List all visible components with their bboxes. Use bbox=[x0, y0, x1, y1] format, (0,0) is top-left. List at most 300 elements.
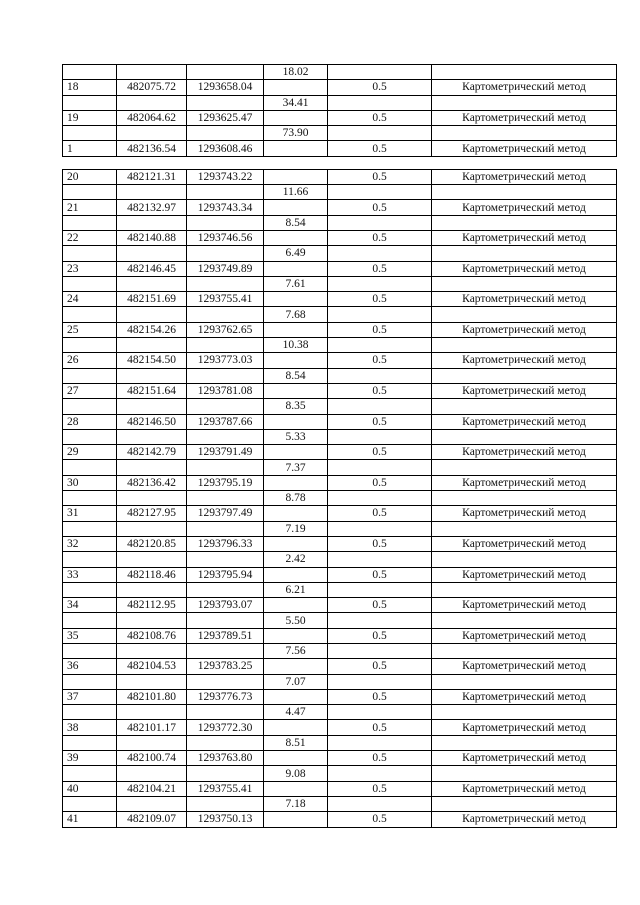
segment-length-row bbox=[63, 276, 617, 291]
empty-cell bbox=[432, 246, 617, 261]
segment-length-row bbox=[63, 735, 617, 750]
accuracy-cell: 0.5 bbox=[328, 322, 432, 337]
segment-length-row bbox=[63, 582, 617, 597]
empty-cell bbox=[117, 65, 187, 80]
point-number-cell: 28 bbox=[63, 414, 117, 429]
length-cell-empty bbox=[264, 80, 328, 95]
x-coordinate-cell: 482151.64 bbox=[117, 383, 187, 398]
empty-cell bbox=[432, 613, 617, 628]
segment-length-cell: 34.41 bbox=[264, 95, 328, 110]
length-cell-empty bbox=[264, 261, 328, 276]
x-coordinate-cell: 482121.31 bbox=[117, 169, 187, 184]
empty-cell bbox=[187, 126, 264, 141]
empty-cell bbox=[187, 460, 264, 475]
empty-cell bbox=[187, 185, 264, 200]
accuracy-cell: 0.5 bbox=[328, 445, 432, 460]
point-row bbox=[63, 751, 617, 766]
accuracy-cell: 0.5 bbox=[328, 200, 432, 215]
point-number-cell: 32 bbox=[63, 536, 117, 551]
length-cell-empty bbox=[264, 353, 328, 368]
empty-cell bbox=[63, 705, 117, 720]
empty-cell bbox=[328, 215, 432, 230]
segment-length-cell: 7.19 bbox=[264, 521, 328, 536]
empty-cell bbox=[328, 796, 432, 811]
x-coordinate-cell: 482151.69 bbox=[117, 292, 187, 307]
method-cell: Картометрический метод bbox=[432, 598, 617, 613]
length-cell-empty bbox=[264, 230, 328, 245]
empty-cell bbox=[63, 491, 117, 506]
empty-cell bbox=[117, 338, 187, 353]
empty-cell bbox=[328, 246, 432, 261]
empty-cell bbox=[328, 307, 432, 322]
method-cell: Картометрический метод bbox=[432, 230, 617, 245]
segment-length-cell: 11.66 bbox=[264, 185, 328, 200]
empty-cell bbox=[328, 674, 432, 689]
empty-cell bbox=[328, 65, 432, 80]
y-coordinate-cell: 1293789.51 bbox=[187, 628, 264, 643]
empty-cell bbox=[117, 643, 187, 658]
empty-cell bbox=[328, 643, 432, 658]
empty-cell bbox=[63, 766, 117, 781]
y-coordinate-cell: 1293625.47 bbox=[187, 110, 264, 125]
x-coordinate-cell: 482136.42 bbox=[117, 475, 187, 490]
method-cell: Картометрический метод bbox=[432, 200, 617, 215]
method-cell: Картометрический метод bbox=[432, 781, 617, 796]
length-cell-empty bbox=[264, 383, 328, 398]
y-coordinate-cell: 1293796.33 bbox=[187, 536, 264, 551]
y-coordinate-cell: 1293763.80 bbox=[187, 751, 264, 766]
segment-length-cell: 18.02 bbox=[264, 65, 328, 80]
point-number-cell: 21 bbox=[63, 200, 117, 215]
empty-cell bbox=[187, 368, 264, 383]
accuracy-cell: 0.5 bbox=[328, 598, 432, 613]
y-coordinate-cell: 1293749.89 bbox=[187, 261, 264, 276]
x-coordinate-cell: 482104.53 bbox=[117, 659, 187, 674]
empty-cell bbox=[117, 674, 187, 689]
empty-cell bbox=[63, 185, 117, 200]
accuracy-cell: 0.5 bbox=[328, 567, 432, 582]
point-number-cell: 25 bbox=[63, 322, 117, 337]
segment-length-cell: 7.18 bbox=[264, 796, 328, 811]
y-coordinate-cell: 1293781.08 bbox=[187, 383, 264, 398]
length-cell-empty bbox=[264, 445, 328, 460]
point-row bbox=[63, 475, 617, 490]
empty-cell bbox=[187, 65, 264, 80]
empty-cell bbox=[117, 276, 187, 291]
point-number-cell: 41 bbox=[63, 812, 117, 827]
point-row bbox=[63, 353, 617, 368]
accuracy-cell: 0.5 bbox=[328, 353, 432, 368]
length-cell-empty bbox=[264, 781, 328, 796]
empty-cell bbox=[328, 491, 432, 506]
empty-cell bbox=[432, 307, 617, 322]
empty-cell bbox=[187, 307, 264, 322]
empty-cell bbox=[63, 552, 117, 567]
length-cell-empty bbox=[264, 322, 328, 337]
point-row bbox=[63, 292, 617, 307]
segment-length-row bbox=[63, 246, 617, 261]
length-cell-empty bbox=[264, 812, 328, 827]
length-cell-empty bbox=[264, 628, 328, 643]
gap-cell bbox=[264, 156, 328, 169]
empty-cell bbox=[432, 368, 617, 383]
segment-length-row bbox=[63, 705, 617, 720]
empty-cell bbox=[117, 185, 187, 200]
point-row bbox=[63, 628, 617, 643]
point-number-cell: 38 bbox=[63, 720, 117, 735]
empty-cell bbox=[432, 429, 617, 444]
y-coordinate-cell: 1293608.46 bbox=[187, 141, 264, 156]
empty-cell bbox=[432, 460, 617, 475]
empty-cell bbox=[432, 276, 617, 291]
accuracy-cell: 0.5 bbox=[328, 230, 432, 245]
point-row bbox=[63, 598, 617, 613]
y-coordinate-cell: 1293793.07 bbox=[187, 598, 264, 613]
segment-length-cell: 8.35 bbox=[264, 399, 328, 414]
segment-length-cell: 10.38 bbox=[264, 338, 328, 353]
segment-length-row bbox=[63, 521, 617, 536]
x-coordinate-cell: 482108.76 bbox=[117, 628, 187, 643]
length-cell-empty bbox=[264, 659, 328, 674]
empty-cell bbox=[328, 276, 432, 291]
y-coordinate-cell: 1293762.65 bbox=[187, 322, 264, 337]
segment-length-row bbox=[63, 399, 617, 414]
empty-cell bbox=[432, 65, 617, 80]
accuracy-cell: 0.5 bbox=[328, 261, 432, 276]
segment-length-cell: 7.68 bbox=[264, 307, 328, 322]
empty-cell bbox=[432, 674, 617, 689]
point-row bbox=[63, 567, 617, 582]
segment-length-row bbox=[63, 674, 617, 689]
gap-cell bbox=[63, 156, 117, 169]
point-row bbox=[63, 383, 617, 398]
point-row bbox=[63, 169, 617, 184]
segment-length-cell: 5.50 bbox=[264, 613, 328, 628]
segment-length-row bbox=[63, 491, 617, 506]
length-cell-empty bbox=[264, 689, 328, 704]
accuracy-cell: 0.5 bbox=[328, 475, 432, 490]
accuracy-cell: 0.5 bbox=[328, 383, 432, 398]
empty-cell bbox=[187, 95, 264, 110]
y-coordinate-cell: 1293772.30 bbox=[187, 720, 264, 735]
y-coordinate-cell: 1293787.66 bbox=[187, 414, 264, 429]
segment-length-row bbox=[63, 766, 617, 781]
method-cell: Картометрический метод bbox=[432, 689, 617, 704]
length-cell-empty bbox=[264, 110, 328, 125]
x-coordinate-cell: 482146.50 bbox=[117, 414, 187, 429]
method-cell: Картометрический метод bbox=[432, 322, 617, 337]
empty-cell bbox=[432, 215, 617, 230]
method-cell: Картометрический метод bbox=[432, 261, 617, 276]
empty-cell bbox=[117, 307, 187, 322]
segment-length-row bbox=[63, 429, 617, 444]
empty-cell bbox=[117, 491, 187, 506]
empty-cell bbox=[63, 796, 117, 811]
accuracy-cell: 0.5 bbox=[328, 141, 432, 156]
point-row bbox=[63, 445, 617, 460]
method-cell: Картометрический метод bbox=[432, 536, 617, 551]
segment-length-row bbox=[63, 307, 617, 322]
point-row bbox=[63, 200, 617, 215]
segment-length-cell: 5.33 bbox=[264, 429, 328, 444]
empty-cell bbox=[187, 705, 264, 720]
point-number-cell: 19 bbox=[63, 110, 117, 125]
length-cell-empty bbox=[264, 536, 328, 551]
empty-cell bbox=[117, 521, 187, 536]
method-cell: Картометрический метод bbox=[432, 110, 617, 125]
segment-length-row bbox=[63, 215, 617, 230]
y-coordinate-cell: 1293776.73 bbox=[187, 689, 264, 704]
point-number-cell: 24 bbox=[63, 292, 117, 307]
empty-cell bbox=[187, 735, 264, 750]
empty-cell bbox=[63, 674, 117, 689]
empty-cell bbox=[117, 552, 187, 567]
accuracy-cell: 0.5 bbox=[328, 812, 432, 827]
point-row bbox=[63, 261, 617, 276]
point-row bbox=[63, 322, 617, 337]
empty-cell bbox=[117, 368, 187, 383]
empty-cell bbox=[328, 705, 432, 720]
empty-cell bbox=[187, 276, 264, 291]
x-coordinate-cell: 482146.45 bbox=[117, 261, 187, 276]
accuracy-cell: 0.5 bbox=[328, 628, 432, 643]
segment-length-cell: 8.51 bbox=[264, 735, 328, 750]
accuracy-cell: 0.5 bbox=[328, 536, 432, 551]
empty-cell bbox=[117, 126, 187, 141]
coordinates-table-body bbox=[63, 65, 617, 828]
point-number-cell: 20 bbox=[63, 169, 117, 184]
y-coordinate-cell: 1293797.49 bbox=[187, 506, 264, 521]
method-cell: Картометрический метод bbox=[432, 292, 617, 307]
empty-cell bbox=[328, 368, 432, 383]
empty-cell bbox=[432, 95, 617, 110]
empty-cell bbox=[187, 338, 264, 353]
segment-length-row bbox=[63, 126, 617, 141]
accuracy-cell: 0.5 bbox=[328, 110, 432, 125]
empty-cell bbox=[328, 552, 432, 567]
x-coordinate-cell: 482104.21 bbox=[117, 781, 187, 796]
empty-cell bbox=[328, 521, 432, 536]
method-cell: Картометрический метод bbox=[432, 659, 617, 674]
y-coordinate-cell: 1293783.25 bbox=[187, 659, 264, 674]
segment-length-cell: 8.78 bbox=[264, 491, 328, 506]
empty-cell bbox=[328, 735, 432, 750]
empty-cell bbox=[117, 399, 187, 414]
length-cell-empty bbox=[264, 141, 328, 156]
empty-cell bbox=[187, 674, 264, 689]
accuracy-cell: 0.5 bbox=[328, 659, 432, 674]
empty-cell bbox=[63, 126, 117, 141]
empty-cell bbox=[63, 368, 117, 383]
empty-cell bbox=[187, 643, 264, 658]
point-row bbox=[63, 110, 617, 125]
x-coordinate-cell: 482140.88 bbox=[117, 230, 187, 245]
segment-length-row bbox=[63, 185, 617, 200]
point-row bbox=[63, 506, 617, 521]
empty-cell bbox=[328, 766, 432, 781]
empty-cell bbox=[117, 735, 187, 750]
empty-cell bbox=[432, 705, 617, 720]
length-cell-empty bbox=[264, 200, 328, 215]
length-cell-empty bbox=[264, 292, 328, 307]
point-number-cell: 33 bbox=[63, 567, 117, 582]
point-number-cell: 35 bbox=[63, 628, 117, 643]
empty-cell bbox=[63, 582, 117, 597]
segment-length-row bbox=[63, 95, 617, 110]
accuracy-cell: 0.5 bbox=[328, 169, 432, 184]
x-coordinate-cell: 482154.26 bbox=[117, 322, 187, 337]
length-cell-empty bbox=[264, 598, 328, 613]
gap-cell bbox=[117, 156, 187, 169]
gap-cell bbox=[432, 156, 617, 169]
length-cell-empty bbox=[264, 506, 328, 521]
x-coordinate-cell: 482118.46 bbox=[117, 567, 187, 582]
empty-cell bbox=[63, 429, 117, 444]
empty-cell bbox=[187, 215, 264, 230]
method-cell: Картометрический метод bbox=[432, 141, 617, 156]
method-cell: Картометрический метод bbox=[432, 751, 617, 766]
method-cell: Картометрический метод bbox=[432, 414, 617, 429]
empty-cell bbox=[117, 95, 187, 110]
empty-cell bbox=[63, 276, 117, 291]
accuracy-cell: 0.5 bbox=[328, 751, 432, 766]
length-cell-empty bbox=[264, 720, 328, 735]
empty-cell bbox=[432, 521, 617, 536]
segment-length-row bbox=[63, 552, 617, 567]
point-number-cell: 18 bbox=[63, 80, 117, 95]
point-number-cell: 31 bbox=[63, 506, 117, 521]
y-coordinate-cell: 1293750.13 bbox=[187, 812, 264, 827]
length-cell-empty bbox=[264, 169, 328, 184]
empty-cell bbox=[432, 766, 617, 781]
segment-length-cell: 73.90 bbox=[264, 126, 328, 141]
empty-cell bbox=[432, 796, 617, 811]
method-cell: Картометрический метод bbox=[432, 383, 617, 398]
empty-cell bbox=[63, 307, 117, 322]
empty-cell bbox=[63, 65, 117, 80]
empty-cell bbox=[117, 246, 187, 261]
point-number-cell: 23 bbox=[63, 261, 117, 276]
point-number-cell: 22 bbox=[63, 230, 117, 245]
empty-cell bbox=[328, 338, 432, 353]
y-coordinate-cell: 1293795.94 bbox=[187, 567, 264, 582]
empty-cell bbox=[63, 460, 117, 475]
method-cell: Картометрический метод bbox=[432, 475, 617, 490]
empty-cell bbox=[328, 95, 432, 110]
contour-gap-row bbox=[63, 156, 617, 169]
empty-cell bbox=[117, 582, 187, 597]
accuracy-cell: 0.5 bbox=[328, 506, 432, 521]
segment-length-cell: 9.08 bbox=[264, 766, 328, 781]
empty-cell bbox=[63, 215, 117, 230]
y-coordinate-cell: 1293795.19 bbox=[187, 475, 264, 490]
y-coordinate-cell: 1293791.49 bbox=[187, 445, 264, 460]
length-cell-empty bbox=[264, 567, 328, 582]
x-coordinate-cell: 482101.80 bbox=[117, 689, 187, 704]
x-coordinate-cell: 482120.85 bbox=[117, 536, 187, 551]
point-number-cell: 37 bbox=[63, 689, 117, 704]
point-row bbox=[63, 689, 617, 704]
point-row bbox=[63, 812, 617, 827]
empty-cell bbox=[432, 552, 617, 567]
point-row bbox=[63, 80, 617, 95]
empty-cell bbox=[117, 705, 187, 720]
empty-cell bbox=[432, 185, 617, 200]
segment-length-cell: 7.07 bbox=[264, 674, 328, 689]
empty-cell bbox=[432, 126, 617, 141]
y-coordinate-cell: 1293743.22 bbox=[187, 169, 264, 184]
point-row bbox=[63, 414, 617, 429]
segment-length-row bbox=[63, 613, 617, 628]
empty-cell bbox=[117, 215, 187, 230]
x-coordinate-cell: 482075.72 bbox=[117, 80, 187, 95]
x-coordinate-cell: 482127.95 bbox=[117, 506, 187, 521]
method-cell: Картометрический метод bbox=[432, 567, 617, 582]
empty-cell bbox=[117, 613, 187, 628]
empty-cell bbox=[432, 399, 617, 414]
segment-length-cell: 4.47 bbox=[264, 705, 328, 720]
length-cell-empty bbox=[264, 414, 328, 429]
empty-cell bbox=[187, 491, 264, 506]
empty-cell bbox=[187, 552, 264, 567]
empty-cell bbox=[328, 185, 432, 200]
point-number-cell: 1 bbox=[63, 141, 117, 156]
empty-cell bbox=[63, 338, 117, 353]
y-coordinate-cell: 1293755.41 bbox=[187, 292, 264, 307]
x-coordinate-cell: 482101.17 bbox=[117, 720, 187, 735]
x-coordinate-cell: 482100.74 bbox=[117, 751, 187, 766]
empty-cell bbox=[63, 399, 117, 414]
empty-cell bbox=[63, 521, 117, 536]
segment-length-cell: 8.54 bbox=[264, 368, 328, 383]
gap-cell bbox=[187, 156, 264, 169]
method-cell: Картометрический метод bbox=[432, 353, 617, 368]
segment-length-row bbox=[63, 338, 617, 353]
x-coordinate-cell: 482109.07 bbox=[117, 812, 187, 827]
segment-length-cell: 6.49 bbox=[264, 246, 328, 261]
empty-cell bbox=[187, 766, 264, 781]
empty-cell bbox=[63, 735, 117, 750]
accuracy-cell: 0.5 bbox=[328, 720, 432, 735]
point-number-cell: 36 bbox=[63, 659, 117, 674]
accuracy-cell: 0.5 bbox=[328, 292, 432, 307]
y-coordinate-cell: 1293743.34 bbox=[187, 200, 264, 215]
point-number-cell: 40 bbox=[63, 781, 117, 796]
segment-length-cell: 7.56 bbox=[264, 643, 328, 658]
empty-cell bbox=[63, 95, 117, 110]
segment-length-cell: 7.61 bbox=[264, 276, 328, 291]
empty-cell bbox=[187, 521, 264, 536]
empty-cell bbox=[328, 126, 432, 141]
segment-length-cell: 8.54 bbox=[264, 215, 328, 230]
accuracy-cell: 0.5 bbox=[328, 781, 432, 796]
accuracy-cell: 0.5 bbox=[328, 689, 432, 704]
point-number-cell: 30 bbox=[63, 475, 117, 490]
empty-cell bbox=[187, 246, 264, 261]
empty-cell bbox=[432, 491, 617, 506]
accuracy-cell: 0.5 bbox=[328, 80, 432, 95]
empty-cell bbox=[432, 735, 617, 750]
empty-cell bbox=[63, 613, 117, 628]
x-coordinate-cell: 482154.50 bbox=[117, 353, 187, 368]
point-row bbox=[63, 659, 617, 674]
empty-cell bbox=[187, 613, 264, 628]
empty-cell bbox=[117, 460, 187, 475]
x-coordinate-cell: 482064.62 bbox=[117, 110, 187, 125]
point-row bbox=[63, 536, 617, 551]
method-cell: Картометрический метод bbox=[432, 506, 617, 521]
method-cell: Картометрический метод bbox=[432, 812, 617, 827]
